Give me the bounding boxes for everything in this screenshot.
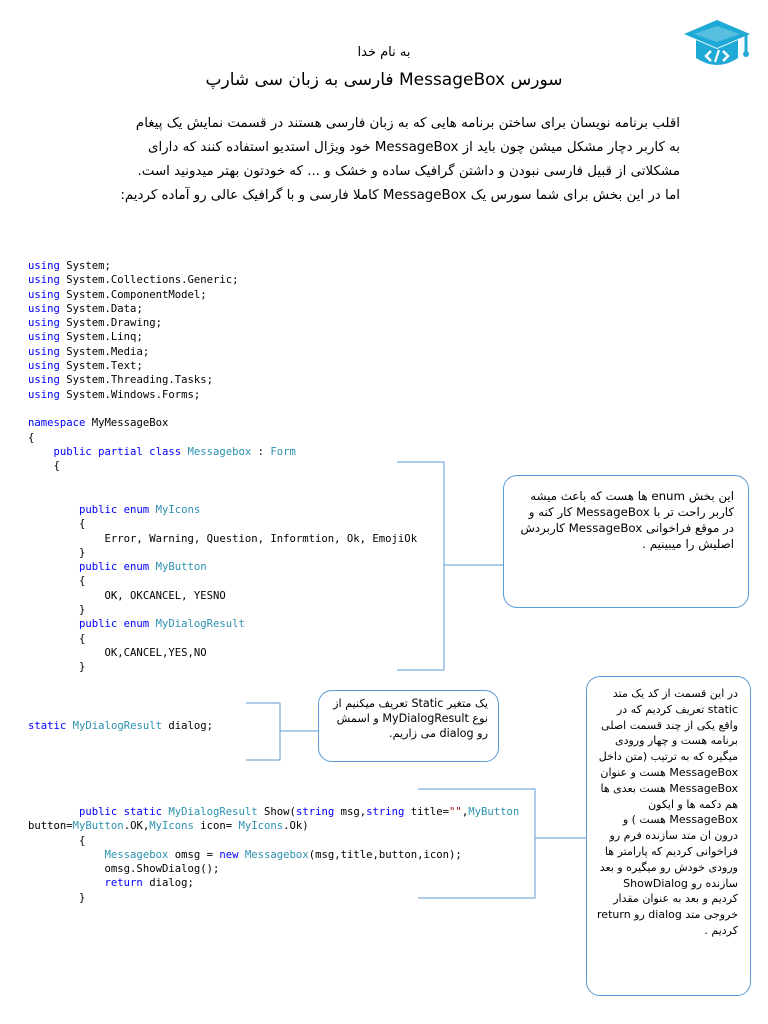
code-show-method: public static MyDialogResult Show(string msg,string title="",MyButton button=MyButton.OK,MyIcons icon= MyIcons.Ok) { Messagebox omsg = new Messagebox(msg,title,button,icon); omsg.ShowDialog(); return dialog; } (28, 806, 520, 904)
bismillah-heading: به نام خدا (357, 45, 411, 60)
page-title: سورس MessageBox فارسی به زبان سی شارپ (205, 70, 563, 90)
intro-line: اقلب برنامه نویسان برای ساختن برنامه هایی که به زبان فارسی هستند در قسمت نمایش یک پیغام (135, 116, 680, 131)
note-enums: این بخش enum ها هست که باعث میشه کاربر راحت تر با MessageBox کار کنه و در موقع فراخوانی MessageBox کاربردش اصلیش را میبینیم . (503, 475, 749, 608)
intro-line: مشکلاتی از قبیل فارسی نبودن و داشتن گرافیک ساده و خشک و ... که خودتون بهتر میدونید است. (137, 164, 680, 179)
code-static-var: static MyDialogResult dialog; (28, 720, 214, 732)
intro-line: اما در این بخش برای شما سورس یک MessageBox کاملا فارسی و با گرافیک عالی رو آماده کردیم: (120, 188, 680, 203)
code-enums: public enum MyIcons { Error, Warning, Question, Informtion, Ok, EmojiOk } public enum MyButton { OK, OKCANCEL, YESNO } public enum MyDialogResult { OK,CANCEL,YES,NO } (79, 504, 418, 674)
note-show-method: در این قسمت از کد یک متد static تعریف کردیم که در واقع یکی از چند قسمت اصلی برنامه هست و چهار ورودی میگیره که به ترتیب (متن داخل MessageBox هست و عنوان MessageBox هست بعدی ها هم دکمه ها و ایکون MessageBox هست ) و درون ان متد سازنده فرم رو فراخوانی کردیم که پارامتر ها ورودی خودش رو میگیره و بعد سازنده رو ShowDialog کردیم و بعد به عنوان مقدار خروجی متد dialog رو return کردیم . (586, 676, 751, 996)
note-static-variable: یک متغیر Static تعریف میکنیم از نوع MyDialogResult و اسمش رو dialog می زاریم. (318, 690, 499, 762)
intro-line: به کاربر دچار مشکل میشن چون باید از MessageBox خود ویژال استدیو استفاده کنند که دارای (147, 140, 680, 155)
code-usings: using System; using System.Collections.Generic; using System.ComponentModel; using System.Data; using System.Drawing; using System.Linq; using System.Media; using System.Text; using System.Threading.Tasks; using System.Windows.Forms; namespace MyMessageBox { public partial class Messagebox : Form { (28, 260, 296, 473)
